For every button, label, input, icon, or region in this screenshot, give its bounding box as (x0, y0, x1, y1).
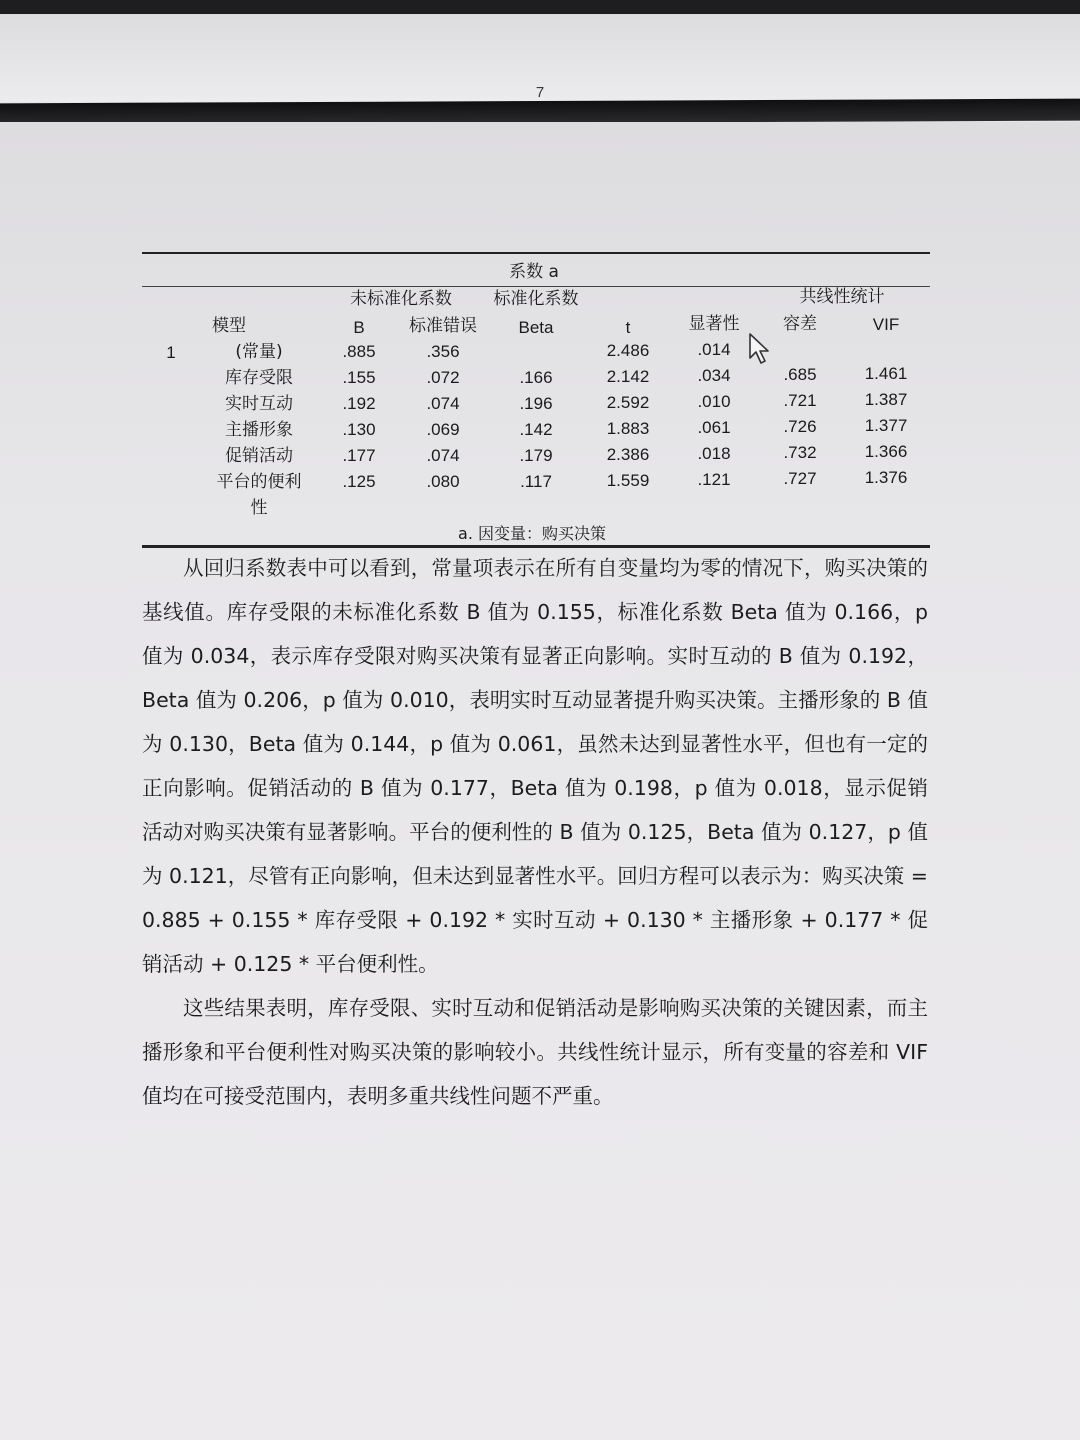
header-collinearity: 共线性统计 (799, 287, 885, 307)
cell-beta: .179 (519, 446, 553, 465)
paragraph-conclusion: 这些结果表明，库存受限、实时互动和促销活动是影响购买决策的关键因素，而主播形象和平台便利性对购买决策的影响较小。共线性统计显示，所有变量的容差和 VIF 值均在可接受范围内，表明多重共线性问题不严重。 (142, 996, 928, 1108)
cell-se: .072 (426, 368, 460, 387)
cell-se: .356 (426, 342, 460, 361)
cell-sig: .034 (697, 366, 731, 385)
col-beta: Beta (518, 318, 554, 337)
row-name: 实时互动 (225, 394, 293, 414)
table-title: 系数 a (509, 262, 559, 282)
analysis-text (142, 546, 928, 1118)
row-name: 主播形象 (225, 420, 293, 440)
cell-se: .080 (426, 472, 460, 491)
cell-vif: 1.387 (864, 390, 908, 409)
cell-tolerance: .727 (783, 469, 817, 488)
header-unstandardized: 未标准化系数 (350, 289, 452, 309)
cell-b: .155 (342, 368, 376, 387)
cell-b: .130 (342, 420, 376, 439)
cell-vif: 1.377 (864, 416, 908, 435)
table-top-rule (142, 252, 930, 254)
cell-beta: .196 (519, 394, 553, 413)
cell-b: .885 (342, 342, 376, 361)
cell-b: .177 (342, 446, 376, 465)
cell-sig: .121 (697, 470, 731, 489)
row-name: (常量) (235, 342, 283, 362)
col-sig: 显著性 (688, 314, 740, 334)
cell-sig: .018 (697, 444, 731, 463)
header-standardized: 标准化系数 (493, 289, 579, 309)
model-number: 1 (166, 343, 176, 362)
col-tolerance: 容差 (783, 314, 817, 334)
row-name: 促销活动 (225, 446, 293, 466)
mouse-cursor-icon (748, 332, 772, 366)
cell-tolerance: .726 (783, 417, 817, 436)
cell-t: 2.142 (606, 367, 650, 386)
cell-se: .074 (426, 394, 460, 413)
col-se: 标准错误 (409, 316, 477, 336)
cell-sig: .014 (697, 340, 731, 359)
cell-b: .125 (342, 472, 376, 491)
cell-t: 1.883 (606, 419, 650, 438)
cell-t: 1.559 (606, 471, 650, 490)
page-number: 7 (535, 84, 545, 101)
col-vif: VIF (872, 315, 900, 334)
col-model: 模型 (212, 316, 246, 336)
row-name-continued: 性 (250, 498, 268, 518)
coefficients-table (142, 252, 930, 548)
cell-vif: 1.376 (864, 468, 908, 487)
cell-t: 2.486 (606, 341, 650, 360)
screen-bezel (0, 0, 1080, 14)
cell-beta: .166 (519, 368, 553, 387)
cell-tolerance: .685 (783, 365, 817, 384)
cell-se: .074 (426, 446, 460, 465)
cell-tolerance: .732 (783, 443, 817, 462)
cell-beta: .142 (519, 420, 553, 439)
cell-t: 2.592 (606, 393, 650, 412)
cell-tolerance: .721 (783, 391, 817, 410)
cell-sig: .010 (697, 392, 731, 411)
col-b: B (353, 318, 365, 337)
paragraph-regression: 从回归系数表中可以看到，常量项表示在所有自变量均为零的情况下，购买决策的基线值。库存受限的未标准化系数 B 值为 0.155，标准化系数 Beta 值为 0.166，p 值为 0.034，表示库存受限对购买决策有显著正向影响。实时互动的 B 值为 0.192，Beta 值为 0.206，p 值为 0.010，表明实时互动显著提升购买决策。主播形象的 B 值为 0.130，Beta 值为 0.144，p 值为 0.061，虽然未达到显著性水平，但也有一定的正向影响。促销活动的 B 值为 0.177，Beta 值为 0.198，p 值为 0.018，显示促销活动对购买决策有显著影响。平台的便利性的 B 值为 0.125，Beta 值为 0.127，p 值为 0.121，尽管有正向影响，但未达到显著性水平。回归方程可以表示为：购买决策 = 0.885 + 0.155 * 库存受限 + 0.192 * 实时互动 + 0.130 * 主播形象 + 0.177 * 促销活动 + 0.125 * 平台便利性。 (142, 556, 928, 976)
cell-b: .192 (342, 394, 376, 413)
row-name: 库存受限 (225, 368, 293, 388)
cell-vif: 1.366 (864, 442, 908, 461)
cell-t: 2.386 (606, 445, 650, 464)
cell-se: .069 (426, 420, 460, 439)
col-t: t (625, 318, 631, 337)
cell-sig: .061 (697, 418, 731, 437)
cell-vif: 1.461 (864, 364, 908, 383)
previous-page-bottom (0, 14, 1080, 102)
row-name: 平台的便利 (216, 472, 302, 492)
table-footnote: a. 因变量：购买决策 (458, 524, 606, 543)
cell-beta: .117 (520, 472, 552, 491)
